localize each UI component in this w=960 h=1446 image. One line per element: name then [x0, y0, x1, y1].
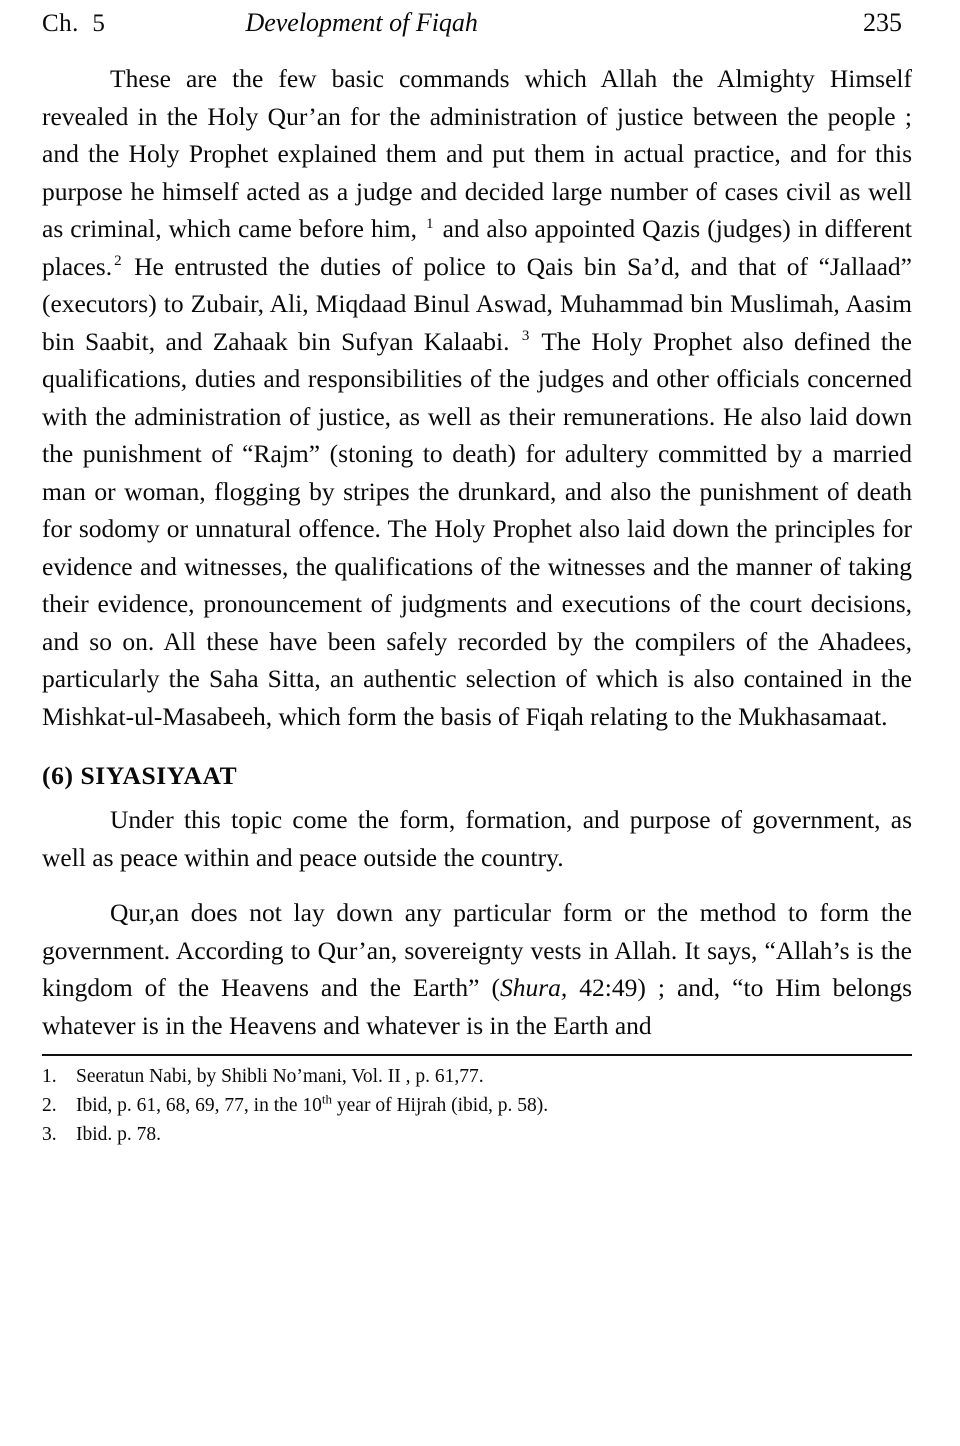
paragraph-1-segment-4: The Holy Prophet also defined the qualifications, duties and responsibilities of the judges and other officials concerned with the administration of justice, as well as their remunerations. He also laid down the punishment of “Rajm” (stoning to death) for adultery committed by a married man or woman, flogging by stripes the drunkard, and also the punishment of death for sodomy or unnatural offence. The Holy Prophet also laid down the principles for evidence and witnesses, the qualifications of the witnesses and the manner of taking their evidence, pronouncement of judgments and executions of the court decisions, and so on. All these have been safely recorded by the compilers of the Ahadees, particularly the Saha Sitta, an authentic selection of which is also contained in the Mishkat-ul-Masabeeh, which form the basis of Fiqah relating to the Mukhasamaat.: [42, 326, 913, 731]
section-heading: (6) SIYASIYAAT: [42, 761, 238, 790]
running-title: Development of Fiqah: [245, 8, 478, 37]
footnote-text-after: year of Hijrah (ibid, p. 58).: [332, 1095, 549, 1116]
paragraph-3-segment-2: 42:49) ; and, “to Him belongs whatever is in the Heavens and whatever is in the Earth and: [42, 973, 913, 1040]
paragraph-3-citation-italic: Shura,: [499, 973, 568, 1002]
paragraph-1: [42, 60, 912, 735]
page-body: [0, 38, 960, 1044]
chapter-label: Ch. 5: [42, 10, 106, 37]
footnote-text-before: Ibid, p. 61, 68, 69, 77, in the 10: [76, 1095, 322, 1116]
footnote-item: [42, 1120, 912, 1149]
footnote-marker-3: 3: [521, 328, 530, 344]
paragraph-spacer: [42, 876, 912, 894]
paragraph-1-segment-1: These are the few basic commands which Allah the Almighty Himself revealed in the Holy Qur’an for the administration of justice between the people ; and the Holy Prophet explained them and put them in actual practice, and for this purpose he himself acted as a judge and decided large number of cases civil as well as criminal, which came before him,: [42, 64, 912, 243]
footnote-text: Seeratun Nabi, by Shibli No’mani, Vol. II , p. 61,77.: [76, 1066, 484, 1087]
page-number: 235: [863, 8, 902, 37]
footnote-number: 3.: [42, 1124, 57, 1145]
paragraph-2: Under this topic come the form, formation, and purpose of government, as well as peace within and peace outside the country.: [42, 805, 912, 872]
footnote-number: 2.: [42, 1095, 57, 1116]
footnote-marker-1: 1: [426, 215, 434, 232]
footnote-item: [42, 1091, 912, 1120]
paragraph-3-segment-1: Qur,an does not lay down any particular form or the method to form the government. According to Qur’an, sovereignty vests in Allah. It says, “Allah’s is the kingdom of the Heavens and the Earth” (: [42, 898, 912, 1002]
paragraph-1-segment-3: He entrusted the duties of police to Qais bin Sa’d, and that of “Jallaad” (executors) to Zubair, Ali, Miqdaad Binul Aswad, Muhammad bin Muslimah, Aasim bin Saabit, and Zahaak bin Sufyan Kalaabi.: [42, 251, 912, 356]
paragraph-3: [42, 894, 912, 1044]
footnote-number: 1.: [42, 1066, 57, 1087]
footnote-text: Ibid. p. 78.: [76, 1124, 162, 1145]
footnote-superscript: th: [321, 1091, 333, 1107]
footnote-marker-2: 2: [114, 253, 122, 269]
footnote-text: [76, 1091, 912, 1120]
footnote-item: [42, 1062, 912, 1091]
page-header: [0, 0, 960, 38]
paragraph-1-segment-2: and also appointed Qazis (judges) in different places.: [42, 214, 912, 281]
footnote-list: [0, 1056, 960, 1149]
